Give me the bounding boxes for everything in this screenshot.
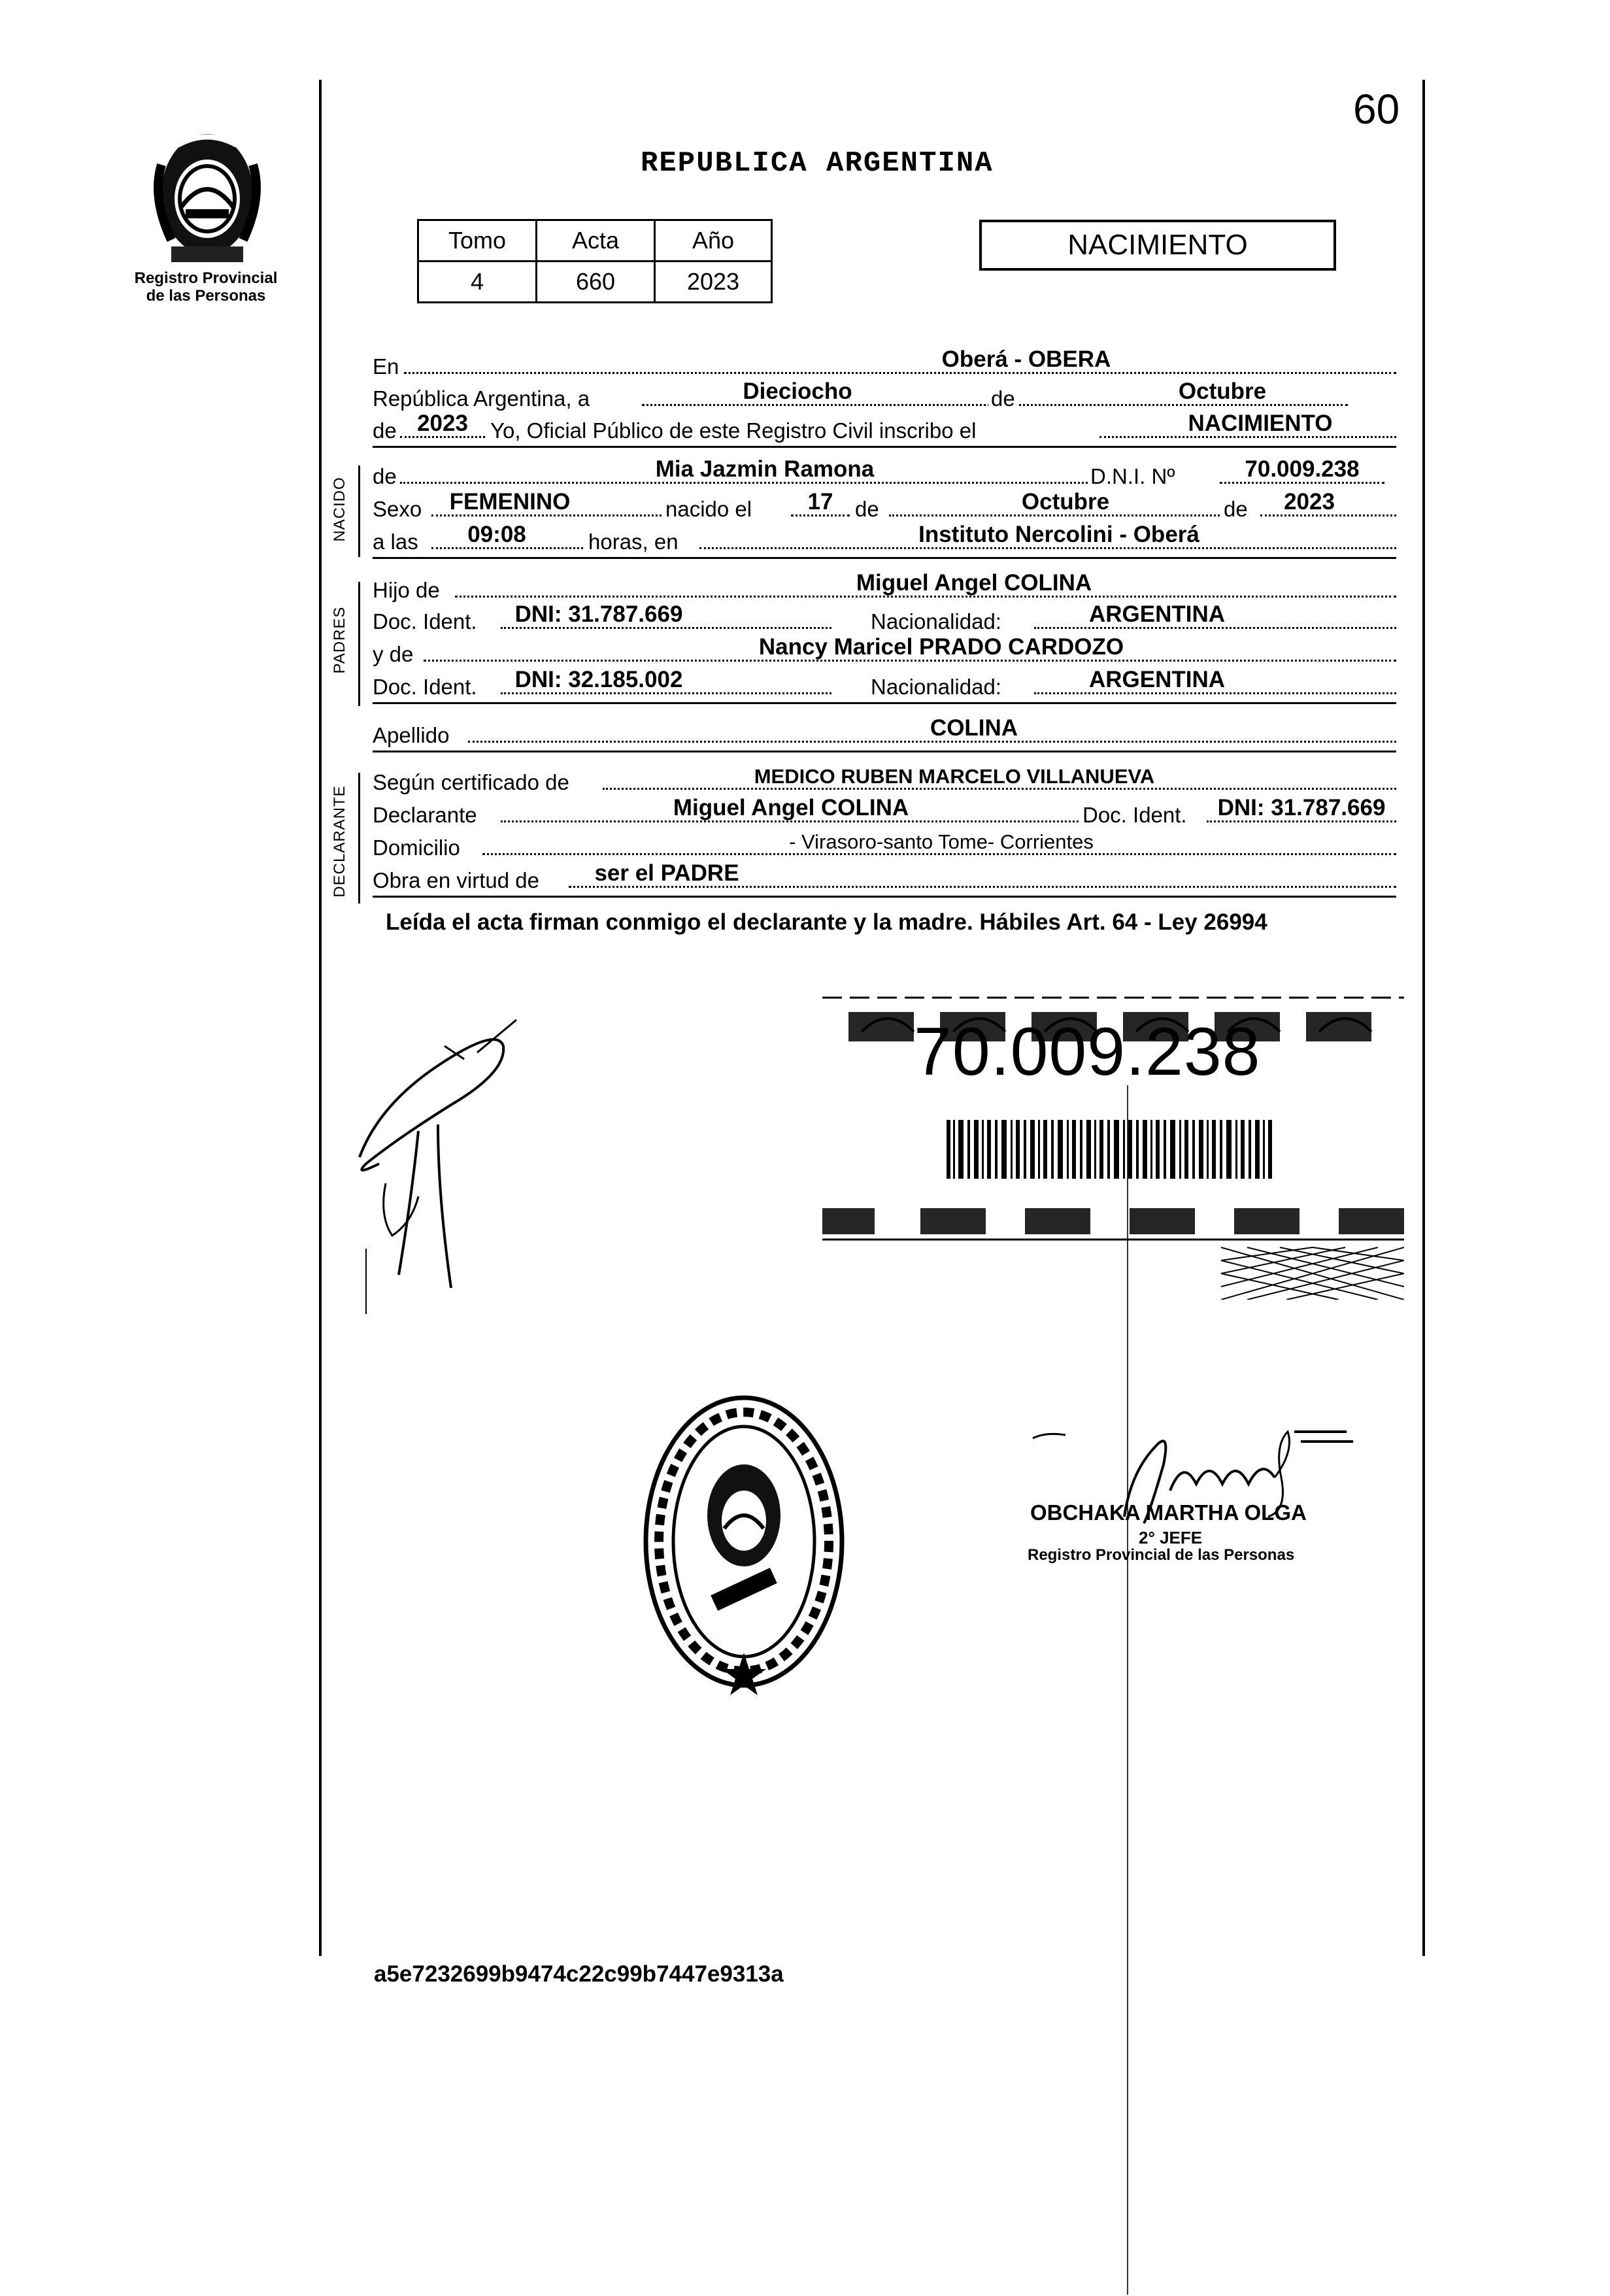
row-nacido-sexo xyxy=(373,489,1396,524)
registry-table xyxy=(417,219,773,303)
mes-value: Octubre xyxy=(1021,489,1110,515)
row-padre-doc xyxy=(373,601,1396,637)
row-padre-nombre xyxy=(373,570,1396,605)
tomo-value: 4 xyxy=(418,262,537,303)
declarante-bracket xyxy=(358,773,360,903)
acta-header: Acta xyxy=(537,220,655,262)
officer-name: OBCHAKA MARTHA OLGA xyxy=(1030,1500,1307,1525)
section-rule xyxy=(373,557,1396,559)
dni-sticker-number: 70.009.238 xyxy=(914,1014,1261,1090)
sexo-value: FEMENINO xyxy=(449,489,571,515)
registry-table-header-row xyxy=(418,220,772,262)
declarante-doc-value: DNI: 31.787.669 xyxy=(1217,795,1386,820)
registry-table-value-row xyxy=(418,262,772,303)
row-obra-virtud xyxy=(373,860,1396,896)
row-nacido-nombre xyxy=(373,456,1396,492)
apellido-value: COLINA xyxy=(930,715,1018,741)
republica-label: República Argentina, a xyxy=(373,386,590,411)
padre-nombre-value: Miguel Angel COLINA xyxy=(856,570,1092,596)
declarant-signature xyxy=(340,1000,575,1314)
certificado-value: MEDICO RUBEN MARCELO VILLANUEVA xyxy=(754,765,1155,788)
doc-ident-label: Doc. Ident. xyxy=(1080,803,1190,828)
madre-nacionalidad-value: ARGENTINA xyxy=(1088,667,1226,692)
apellido-label: Apellido xyxy=(373,723,450,747)
dni-label: D.N.I. Nº xyxy=(1090,464,1175,488)
right-margin-rule xyxy=(1422,80,1425,1956)
lugar-nacimiento-value: Instituto Nercolini - Oberá xyxy=(918,522,1199,547)
acta-value: 660 xyxy=(537,262,655,303)
anio-value: 2023 xyxy=(655,262,772,303)
hora-value: 09:08 xyxy=(467,522,526,547)
anio-header: Año xyxy=(655,220,772,262)
dia-value: 17 xyxy=(807,489,833,515)
anio-value: 2023 xyxy=(417,411,468,436)
section-rule xyxy=(373,751,1396,752)
de-label: de xyxy=(373,464,397,488)
row-madre-doc xyxy=(373,669,1396,702)
section-rule xyxy=(373,446,1396,448)
nombre-value: Mia Jazmin Ramona xyxy=(655,456,875,482)
registry-seal-icon xyxy=(639,1391,848,1704)
shield-emblem-icon xyxy=(145,126,269,266)
officer-title: 2° JEFE xyxy=(1139,1528,1203,1547)
logo-caption xyxy=(127,269,284,305)
nacionalidad-label: Nacionalidad: xyxy=(871,675,1001,699)
obra-value: ser el PADRE xyxy=(594,860,739,886)
madre-nombre-value: Nancy Maricel PRADO CARDOZO xyxy=(758,634,1124,660)
domicilio-label: Domicilio xyxy=(373,836,460,860)
de-label: de xyxy=(1224,497,1248,521)
row-domicilio xyxy=(373,830,1396,863)
doc-ident-label: Doc. Ident. xyxy=(373,675,477,699)
doc-ident-label: Doc. Ident. xyxy=(373,609,477,633)
row-anio-inscripcion xyxy=(373,413,1396,446)
a-las-label: a las xyxy=(373,530,418,554)
padres-section-label: PADRES xyxy=(331,606,348,674)
horas-en-label: horas, en xyxy=(588,530,679,554)
handwritten-signature-icon xyxy=(340,1000,575,1314)
acta-tipo-box: NACIMIENTO xyxy=(979,220,1336,271)
dni-value: 70.009.238 xyxy=(1245,456,1360,482)
official-stamp xyxy=(639,1391,848,1704)
dia-texto-value: Dieciocho xyxy=(743,379,852,404)
en-label: En xyxy=(373,354,399,379)
inscripcion-value: NACIMIENTO xyxy=(1188,411,1333,436)
lugar-value: Oberá - OBERA xyxy=(941,346,1111,372)
row-certificado xyxy=(373,765,1396,798)
officer-organization: Registro Provincial de las Personas xyxy=(1028,1546,1295,1564)
certificado-label: Según certificado de xyxy=(373,770,569,794)
mes-texto-value: Octubre xyxy=(1178,379,1267,404)
de-label: de xyxy=(855,497,879,521)
padre-nacionalidad-value: ARGENTINA xyxy=(1088,601,1226,627)
oficial-text: Yo, Oficial Público de este Registro Civil inscribo el xyxy=(490,418,977,443)
tomo-header: Tomo xyxy=(418,220,537,262)
row-madre-nombre xyxy=(373,634,1396,669)
madre-doc-value: DNI: 32.185.002 xyxy=(514,667,683,692)
left-margin-rule xyxy=(319,80,322,1956)
declarante-section-label: DECLARANTE xyxy=(331,785,348,898)
sexo-label: Sexo xyxy=(373,497,422,521)
nacido-el-label: nacido el xyxy=(665,497,752,521)
section-rule xyxy=(373,896,1396,898)
de-label: de xyxy=(988,386,1018,411)
nacionalidad-label: Nacionalidad: xyxy=(871,609,1001,633)
page-number: 60 xyxy=(1353,86,1400,133)
nacido-section-label: NACIDO xyxy=(331,477,348,542)
domicilio-value: - Virasoro-santo Tome- Corrientes xyxy=(789,830,1094,853)
nota-legal: Leída el acta firman conmigo el declarante y la madre. Hábiles Art. 64 - Ley 26994 xyxy=(386,909,1267,935)
obra-label: Obra en virtud de xyxy=(373,868,539,892)
hijo-de-label: Hijo de xyxy=(373,578,440,602)
row-apellido xyxy=(373,715,1396,751)
logo-caption-line2: de las Personas xyxy=(146,287,266,305)
declarante-label: Declarante xyxy=(373,803,477,827)
province-logo xyxy=(145,126,269,266)
row-nacido-hora xyxy=(373,524,1396,557)
de-label: de xyxy=(373,418,397,443)
logo-caption-line1: Registro Provincial xyxy=(134,269,278,287)
y-de-label: y de xyxy=(373,642,414,666)
row-lugar xyxy=(373,346,1396,382)
document-hash: a5e7232699b9474c22c99b7447e9313a xyxy=(374,1961,784,1987)
anio-value: 2023 xyxy=(1284,489,1335,515)
row-fecha-inscripcion xyxy=(373,381,1396,414)
nacido-bracket xyxy=(358,465,360,557)
padres-bracket xyxy=(358,582,360,706)
section-rule xyxy=(373,702,1396,704)
padre-doc-value: DNI: 31.787.669 xyxy=(514,601,683,627)
declarante-nombre-value: Miguel Angel COLINA xyxy=(673,795,909,820)
row-declarante xyxy=(373,795,1396,830)
document-country-title: REPUBLICA ARGENTINA xyxy=(641,147,994,180)
